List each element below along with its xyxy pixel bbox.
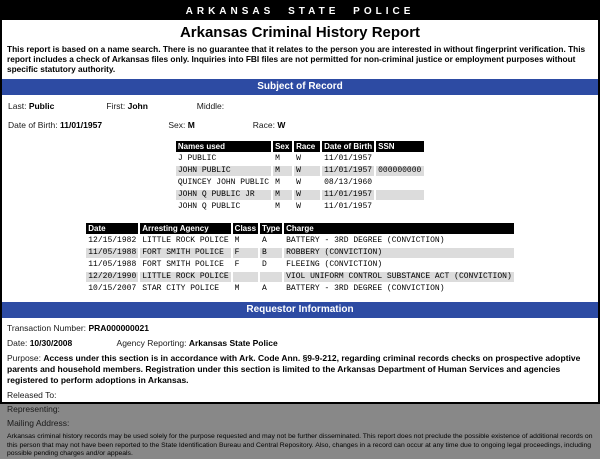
table-cell: VIOL UNIFORM CONTROL SUBSTANCE ACT (CONVICTION) (286, 272, 512, 282)
table-cell: A (262, 236, 267, 246)
dob-label: Date of Birth: (8, 120, 58, 131)
table-row (176, 178, 424, 188)
last-name-label: Last: (8, 101, 27, 112)
table-row (176, 202, 424, 212)
column-header: Arresting Agency (140, 223, 230, 234)
table-cell (376, 190, 424, 200)
purpose-value: Access under this section is in accordance with Ark. Code Ann. §9-9-212, regarding criminal records checks on prospective adoptive parents and household members. Registration under this section is limited to the Arkansas Department of Human Services and agencies registered to perform adoptions in Arkansas. (7, 353, 581, 386)
dob-field-row (8, 120, 598, 130)
race-value: W (277, 120, 286, 131)
table-cell (260, 272, 282, 282)
table-cell: M (273, 166, 292, 176)
representing-field (7, 405, 593, 415)
table-cell: W (294, 190, 320, 200)
table-cell: 12/15/1982 (88, 236, 137, 246)
table-cell: BATTERY - 3RD DEGREE (CONVICTION) (286, 284, 445, 294)
table-cell: JOHN Q PUBLIC JR (176, 190, 271, 200)
first-name-label: First: (106, 101, 126, 112)
table-cell: M (234, 284, 240, 294)
table-cell: 11/05/1988 (88, 260, 137, 270)
table-cell: M (273, 190, 292, 200)
table-cell: FORT SMITH POLICE (140, 248, 230, 258)
mailing-address-field (7, 419, 593, 429)
table-cell: 08/13/1960 (324, 178, 373, 188)
column-header: Sex (273, 141, 292, 152)
dob-value: 11/01/1957 (59, 120, 103, 131)
table-cell: M (275, 178, 280, 188)
report-date-label: Date: (7, 337, 28, 348)
table-cell: QUINCEY JOHN PUBLIC (177, 178, 270, 188)
released-to-label: Released To: (7, 390, 57, 401)
mailing-address-label: Mailing Address: (7, 418, 70, 429)
table-cell: W (296, 202, 301, 212)
header-row (176, 141, 424, 152)
table-cell: 10/15/2007 (88, 284, 137, 294)
table-cell: ROBBERY (CONVICTION) (284, 248, 514, 258)
table-row (176, 154, 424, 164)
table-row (86, 236, 514, 246)
subject-fields (2, 95, 598, 130)
column-header: Type (262, 224, 281, 234)
charges-table-header (86, 223, 514, 234)
table-cell: W (296, 154, 301, 164)
column-header: Charge (284, 223, 514, 234)
table-cell: 12/20/1990 (88, 272, 137, 282)
column-header: Names used (176, 141, 271, 152)
table-cell: JOHN Q PUBLIC (177, 202, 241, 212)
last-name-field (8, 101, 104, 111)
table-cell: 11/01/1957 (324, 190, 373, 200)
table-cell: JOHN PUBLIC (176, 166, 271, 176)
last-name-value: Public (28, 101, 55, 112)
column-header: Date of Birth (322, 141, 374, 152)
table-cell: 11/01/1957 (324, 166, 373, 176)
legal-footer: Arkansas criminal history records may be used solely for the purpose requested and may not be further disseminated. This report does not preclude the possible existence of additional records on this person that may not have been reported to the State Identification Bureau and Central Repository. Also, changes in a record can occur at any time due to ongoing legal proceedings, including possible pending charges and/or appeals. (7, 433, 593, 458)
table-row (86, 260, 514, 270)
middle-name-label: Middle: (196, 101, 225, 112)
report-disclaimer: This report is based on a name search. There is no guarantee that it relates to the person you are interested in without fingerprint verification. This report includes a check of Arkansas files only. Inquiries into FBI files are not permitted for non-criminal justice or employment purposes without specific statutory authority. (7, 44, 586, 75)
table-cell: B (260, 248, 282, 258)
table-row (86, 272, 514, 282)
first-name-value: John (127, 101, 148, 112)
table-row (176, 190, 424, 200)
table-cell: D (262, 260, 267, 270)
table-cell: W (294, 166, 320, 176)
sex-field (168, 120, 250, 130)
table-cell: 11/01/1957 (324, 202, 373, 212)
table-cell: FLEEING (CONVICTION) (286, 260, 383, 270)
column-header: Date (86, 223, 138, 234)
table-cell (376, 202, 424, 212)
sex-label: Sex: (168, 120, 186, 131)
table-cell (376, 178, 424, 188)
representing-label: Representing: (7, 404, 60, 415)
first-name-field (106, 101, 194, 111)
dob-field (8, 120, 166, 130)
middle-name-field (197, 101, 224, 111)
table-cell: LITTLE ROCK POLICE (142, 272, 229, 282)
section-header-requestor-information: Requestor Information (2, 302, 598, 318)
column-header: SSN (376, 141, 424, 152)
table-row (86, 284, 514, 294)
table-cell: F (233, 248, 258, 258)
table-cell: M (234, 236, 240, 246)
table-cell: STAR CITY POLICE (142, 284, 220, 294)
table-cell: LITTLE ROCK POLICE (142, 236, 229, 246)
table-row (176, 166, 424, 176)
table-row (86, 248, 514, 258)
transaction-number-value: PRA000000021 (88, 323, 149, 334)
section-header-subject-of-record: Subject of Record (2, 79, 598, 95)
header-row (86, 223, 514, 234)
names-table-header (176, 141, 424, 152)
table-cell: F (234, 260, 240, 270)
purpose-label: Purpose: (7, 353, 42, 364)
table-cell: BATTERY - 3RD DEGREE (CONVICTION) (286, 236, 445, 246)
sex-value: M (187, 120, 195, 131)
table-cell: W (296, 178, 301, 188)
report-title: Arkansas Criminal History Report (179, 24, 421, 41)
race-label: Race: (252, 120, 275, 131)
names-used-table (174, 139, 426, 214)
requestor-fields (2, 318, 598, 429)
table-cell: 11/01/1957 (324, 154, 373, 164)
released-to-field (7, 391, 593, 401)
table-cell (233, 272, 258, 282)
table-cell: FORT SMITH POLICE (142, 260, 224, 270)
charges-table (84, 221, 516, 296)
name-field-row (8, 101, 598, 111)
race-field (253, 120, 286, 130)
date-agency-row (7, 339, 593, 349)
table-cell: A (262, 284, 267, 294)
transaction-number-field (7, 324, 593, 334)
report-date-value: 10/30/2008 (29, 337, 73, 348)
table-cell (376, 154, 424, 164)
agency-banner: ARKANSAS STATE POLICE (2, 2, 598, 20)
table-cell: J PUBLIC (177, 154, 217, 164)
agency-reporting-label: Agency Reporting: (116, 337, 187, 348)
agency-reporting-value: Arkansas State Police (188, 337, 278, 348)
charges-table-body (86, 236, 514, 294)
column-header: Class (234, 224, 257, 234)
table-cell: 000000000 (376, 166, 424, 176)
names-table-body (176, 154, 424, 212)
table-cell: 11/05/1988 (88, 248, 137, 258)
purpose-field (7, 353, 593, 386)
column-header: Race (294, 141, 320, 152)
table-cell: M (275, 202, 280, 212)
table-cell: M (275, 154, 280, 164)
transaction-number-label: Transaction Number: (7, 323, 87, 334)
